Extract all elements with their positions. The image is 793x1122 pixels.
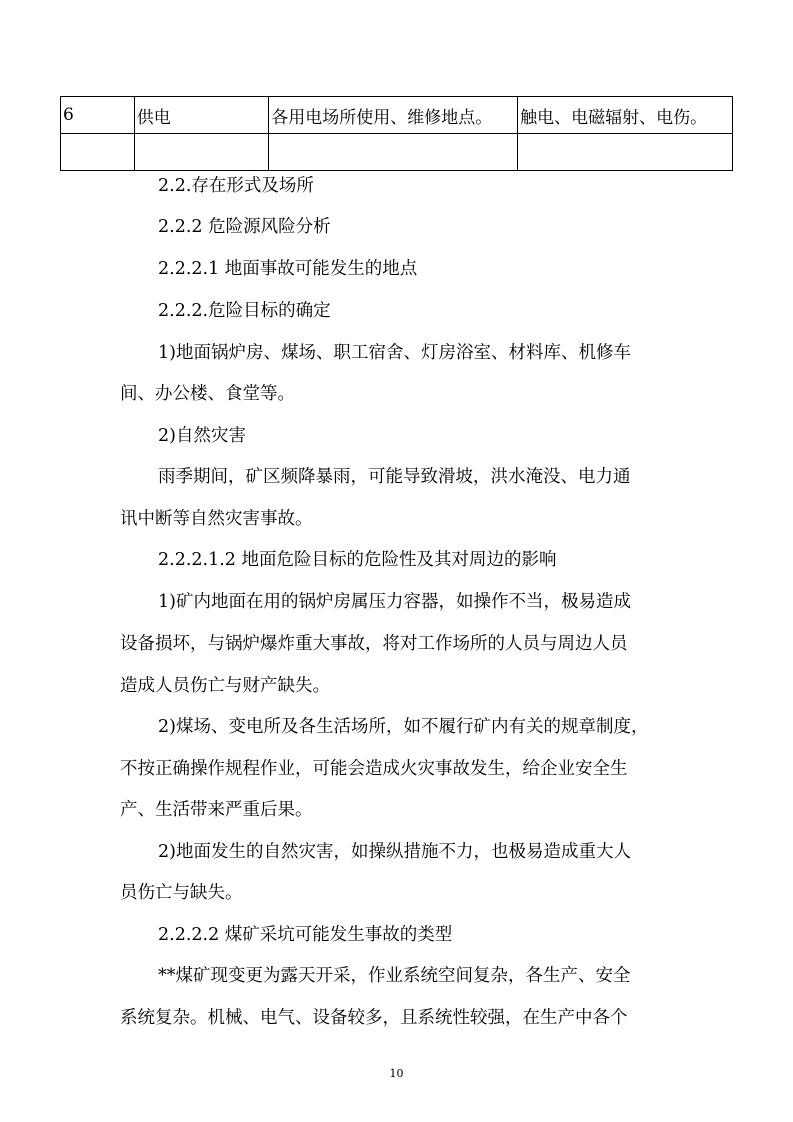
cell-location bbox=[269, 134, 518, 171]
hazard-table bbox=[60, 96, 733, 171]
paragraph-line: 造成人员伤亡与财产缺失。 bbox=[120, 676, 330, 696]
section-heading: 2.2.2 危险源风险分析 bbox=[158, 217, 331, 237]
paragraph-line: 讯中断等自然灾害事故。 bbox=[120, 509, 313, 529]
section-heading: 2.2.2.1.2 地面危险目标的危险性及其对周边的影响 bbox=[158, 550, 557, 570]
cell-name: 供电 bbox=[134, 97, 269, 134]
paragraph-line: 产、生活带来严重后果。 bbox=[120, 800, 313, 820]
paragraph-line: 设备损坏，与锅炉爆炸重大事故，将对工作场所的人员与周边人员 bbox=[120, 634, 628, 654]
paragraph-line: 2)地面发生的自然灾害，如操纵措施不力，也极易造成重大人 bbox=[158, 842, 631, 862]
paragraph-line: 2)自然灾害 bbox=[158, 426, 246, 446]
cell-location: 各用电场所使用、维修地点。 bbox=[269, 97, 518, 134]
paragraph-line: 1)矿内地面在用的锅炉房属压力容器，如操作不当，极易造成 bbox=[158, 592, 631, 612]
paragraph-line: 1)地面锅炉房、煤场、职工宿舍、灯房浴室、材料库、机修车 bbox=[158, 343, 631, 363]
section-heading: 2.2.2.2 煤矿采坑可能发生事故的类型 bbox=[158, 925, 453, 945]
paragraph-line: 雨季期间，矿区频降暴雨，可能导致滑坡，洪水淹没、电力通 bbox=[158, 467, 631, 487]
section-heading: 2.2.2.危险目标的确定 bbox=[158, 301, 331, 321]
paragraph-line: 间、办公楼、食堂等。 bbox=[120, 384, 295, 404]
table-row bbox=[61, 134, 733, 171]
paragraph-line: 不按正确操作规程作业，可能会造成火灾事故发生，给企业安全生 bbox=[120, 759, 628, 779]
paragraph-line: **煤矿现变更为露天开采，作业系统空间复杂，各生产、安全 bbox=[158, 966, 631, 986]
cell-hazard: 触电、电磁辐射、电伤。 bbox=[518, 97, 733, 134]
paragraph-line: 2)煤场、变电所及各生活场所，如不履行矿内有关的规章制度， bbox=[158, 717, 649, 737]
page-number: 10 bbox=[389, 1067, 404, 1080]
cell-name bbox=[134, 134, 269, 171]
cell-hazard bbox=[518, 134, 733, 171]
table-row bbox=[61, 97, 733, 134]
cell-no bbox=[61, 134, 135, 171]
section-heading: 2.2.存在形式及场所 bbox=[158, 176, 314, 196]
cell-no: 6 bbox=[61, 97, 135, 134]
paragraph-line: 员伤亡与缺失。 bbox=[120, 883, 243, 903]
paragraph-line: 系统复杂。机械、电气、设备较多，且系统性较强，在生产中各个 bbox=[120, 1008, 628, 1028]
section-heading: 2.2.2.1 地面事故可能发生的地点 bbox=[158, 259, 418, 279]
